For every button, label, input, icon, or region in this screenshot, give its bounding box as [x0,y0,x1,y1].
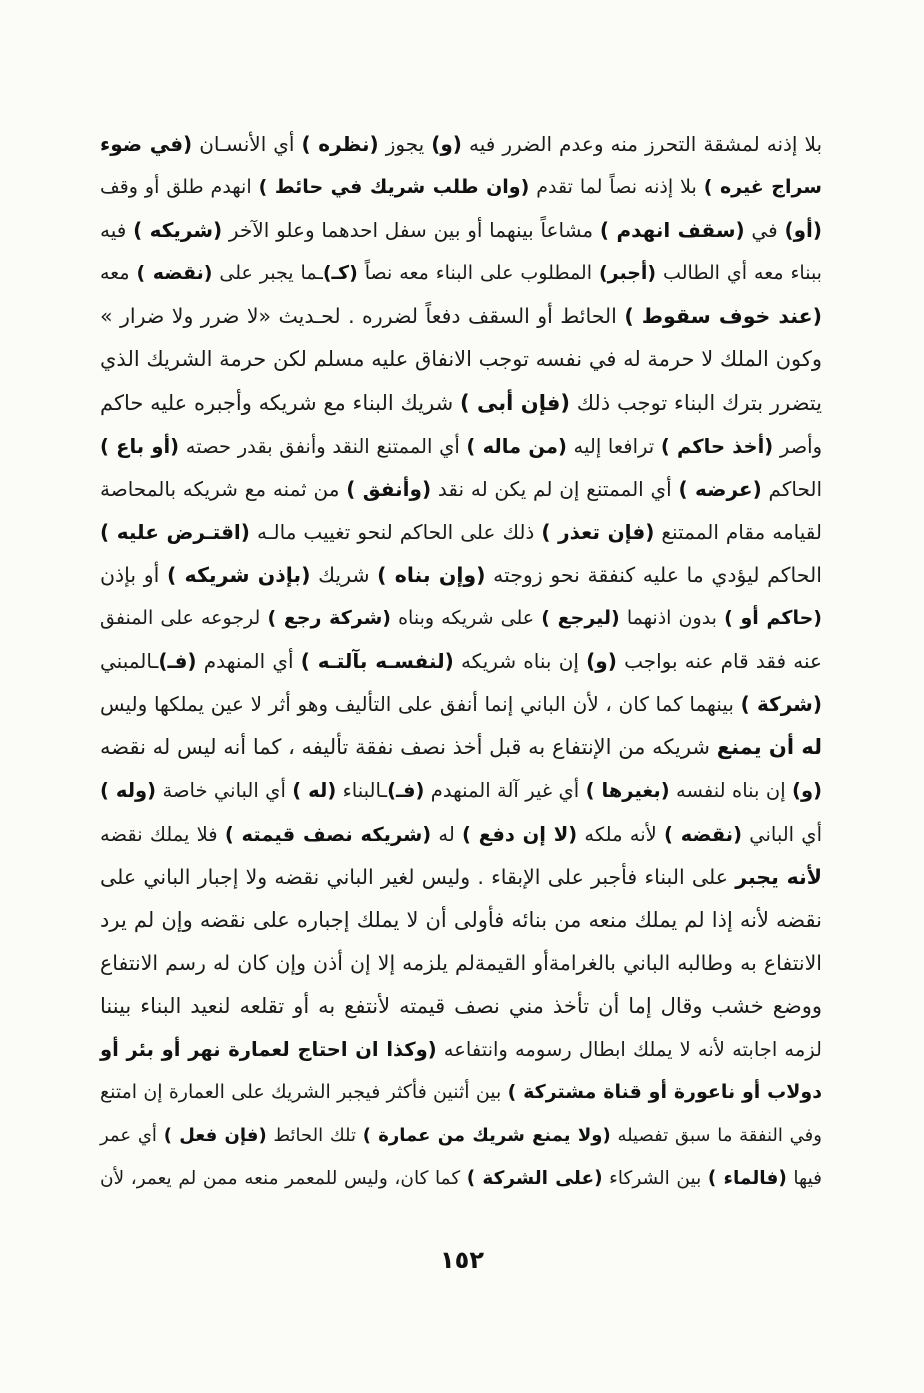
commentary-text: وفي النفقة ما سبق تفصيله [610,1125,822,1147]
text-line [100,813,822,856]
commentary-text: بلا إذنه لمشقة التحرز منه وعدم الضرر فيه [461,132,823,156]
commentary-text: الانتفاع به وطالبه الباني بالغرامةأو القيمةلم يلزمه إلا إن أذن وإن كان له رسم الانتفاع [100,950,822,975]
commentary-text: المطلوب على البناء معه نصاً [357,262,599,285]
commentary-text: أي الممتنع النقد وأنفق بقدر حصته [179,434,467,458]
matn-text: (ليرجع ) [541,607,620,630]
commentary-text: بدون اذنهما [619,607,725,630]
commentary-text: فيها [786,1168,822,1190]
commentary-text: أي عمر [100,1125,164,1147]
matn-text: (نقضه ) [136,262,213,285]
matn-text: (وان طلب شريك في حائط ) [258,176,530,199]
commentary-text: ببناء معه أي الطالب [656,262,822,285]
commentary-text: شريكه من الإنتفاع به قبل أخذ نصف نفقة تأليفه ، كما أنه ليس له نقضه [100,735,717,760]
matn-text: (سقف انهدم ) [599,218,745,243]
commentary-text: وكون الملك لا حرمة له في نفسه توجب الانفاق عليه مسلم لكن حرمة الشريك الذي [100,347,822,372]
commentary-text: ـما يجبر على [212,262,323,285]
text-line [100,468,822,511]
commentary-text: مشاعاً بينهما أو بين سفل احدهما وعلو الآخر [222,218,600,243]
text-line [100,209,822,252]
matn-text: سراج غيره ) [703,176,822,199]
commentary-text: على شريكه وبناه [390,607,542,630]
commentary-text: يتضرر بترك البناء توجب ذلك [569,390,822,415]
body-text [100,123,822,1200]
commentary-text: في [744,218,785,243]
commentary-text: ـالبناء [336,779,388,803]
commentary-text: لزمه اجابته لأنه لا يملك ابطال رسومه وانتفاعه [436,1037,822,1061]
commentary-text: أي الباني [742,822,822,846]
text-line [100,338,822,381]
text-line [100,1157,822,1200]
commentary-text: أي الأنسـان [192,132,302,156]
matn-text: (وأنفق ) [346,476,432,501]
commentary-text: ترافعا إليه [566,434,661,458]
commentary-text: الحائط أو السقف دفعاً لضرره . لحـديث «لا ضرر ولا ضرار » [100,304,625,329]
text-line [100,683,822,726]
commentary-text: الحاكم ليؤدي ما عليه كنفقة نحو زوجته [485,562,822,587]
text-line [100,252,822,295]
matn-text: (شريكه ) [133,218,223,243]
commentary-text: ـالمبني [100,649,159,674]
text-line [100,382,822,425]
matn-text: (و) [792,779,822,803]
matn-text: (فإن تعذر ) [541,519,655,544]
text-line [100,856,822,899]
matn-text: (لنفسـه بآلتـه ) [300,649,454,674]
commentary-text: بلا إذنه نصاً لما تقدم [529,176,704,199]
commentary-text: عنه فقد قام عنه بواجب [616,649,822,674]
matn-text: (اقتـرض عليه ) [100,519,250,544]
commentary-text: انهدم طلق أو وقف [100,176,259,199]
text-line [100,166,822,209]
text-line [100,123,822,166]
commentary-text: بين الشركاء [602,1168,708,1190]
commentary-text: معه [100,262,137,285]
matn-text: (وكذا ان احتاج لعمارة نهر أو بئر أو [100,1037,437,1061]
commentary-text: على البناء فأجبر على الإبقاء . وليس لغير الباني نقضه ولا إجبار الباني على [100,864,736,889]
text-line [100,425,822,468]
commentary-text: ووضع خشب وقال إما أن تأخذ مني نصف قيمته لأنتفع به أو تقلعه لنعيد البناء بيننا [100,993,822,1018]
matn-text: له أن يمنع [716,735,823,760]
commentary-text: نقضه لأنه إذا لم يملك منعه من بنائه فأولى أن لا يملك إجباره على نقضه وإن لم يرد [100,907,822,932]
commentary-text: أي غير آلة المنهدم [424,779,586,803]
commentary-text: لقيامه مقام الممتنع [654,519,823,544]
text-line [100,554,822,597]
commentary-text: إن بناه شريكه [453,649,587,674]
commentary-text: بينهما كما كان ، لأن الباني إنما أنفق على التأليف وهو أثر لا عين يملكها وليس [100,692,741,717]
matn-text: (أو) [784,218,823,243]
text-line [100,295,822,338]
commentary-text: أو بإذن [100,562,167,587]
matn-text: (أجبر) [598,262,657,285]
matn-text: (شريكه نصف قيمته ) [224,822,432,846]
commentary-text: من ثمنه مع شريكه بالمحاصة [100,476,347,501]
commentary-text: الحاكم [761,476,823,501]
text-line [100,597,822,640]
commentary-text: ذلك على الحاكم لنحو تغييب مالـه [249,519,542,544]
matn-text: (وإن بناه ) [377,562,486,587]
matn-text: (وله ) [100,779,157,803]
matn-text: (كـ) [322,262,358,285]
text-line [100,899,822,942]
commentary-text: فلا يملك نقضه [100,822,225,846]
matn-text: (شركة ) [740,692,822,717]
text-line [100,769,822,812]
text-line [100,511,822,554]
matn-text: (بغيرها ) [585,779,670,803]
commentary-text: فيه [100,218,134,243]
matn-text: (و) [586,649,617,674]
text-line [100,1071,822,1114]
commentary-text: أي الممتنع إن لم يكن له نقد [431,476,679,501]
commentary-text: يجوز [378,132,432,156]
matn-text: (له ) [292,779,337,803]
matn-text: (فـ) [387,779,425,803]
commentary-text: لأنه ملكه [577,822,664,846]
matn-text: (أو باع ) [100,434,180,458]
text-line [100,726,822,769]
matn-text: (على الشركة ) [466,1168,603,1190]
text-line [100,1028,822,1071]
commentary-text: أي الباني خاصة [156,779,293,803]
matn-text: (عند خوف سقوط ) [624,304,822,329]
commentary-text: أي المنهدم [196,649,301,674]
matn-text: (نظره ) [301,132,379,156]
matn-text: (فالماء ) [707,1168,787,1190]
commentary-text: وأصر [773,434,822,458]
matn-text: (عرضه ) [678,476,762,501]
matn-text: (بإذن شريكه ) [166,562,311,587]
matn-text: (شركة رجع ) [267,607,391,630]
commentary-text: بين أثنين فأكثر فيجبر الشريك على العمارة إن امتنع [100,1081,508,1104]
matn-text: (لا إن دفع ) [462,822,578,846]
matn-text: (فإن فعل ) [163,1125,267,1147]
commentary-text: له [431,822,463,846]
matn-text: (فـ) [158,649,197,674]
matn-text: دولاب أو ناعورة أو قناة مشتركة ) [507,1081,822,1104]
matn-text: (في ضوء [100,132,193,156]
commentary-text: شريك [310,562,378,587]
matn-text: (فإن أبى ) [460,390,570,415]
matn-text: (من ماله ) [466,434,567,458]
text-line [100,942,822,985]
text-line [100,1114,822,1157]
text-line [100,985,822,1028]
commentary-text: إن بناه لنفسه [669,779,793,803]
commentary-text: تلك الحائط [266,1125,363,1147]
matn-text: (و) [431,132,462,156]
matn-text: لأنه يجبر [735,864,823,889]
matn-text: (حاكم أو ) [724,607,822,630]
matn-text: (ولا يمنع شريك من عمارة ) [362,1125,611,1147]
matn-text: (أخذ حاكم ) [660,434,774,458]
text-line [100,640,822,683]
page-number: ١٥٢ [440,1246,484,1274]
commentary-text: لرجوعه على المنفق [100,607,268,630]
commentary-text: كما كان، وليس للمعمر منعه ممن لم يعمر، لأن [100,1168,467,1190]
commentary-text: شريك البناء مع شريكه وأجبره عليه حاكم [100,390,461,415]
matn-text: (نقضه ) [663,822,743,846]
